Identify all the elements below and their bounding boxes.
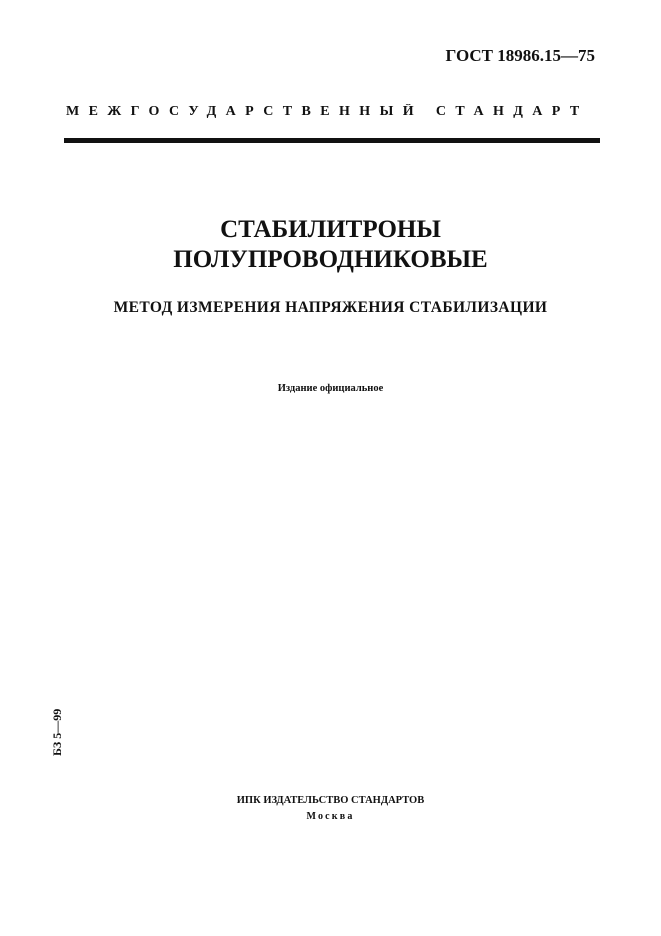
edition-note: Издание официальное [277, 383, 384, 394]
publisher-city: Москва [306, 811, 355, 822]
document-subtitle: МЕТОД ИЗМЕРЕНИЯ НАПРЯЖЕНИЯ СТАБИЛИЗАЦИИ [113, 299, 548, 316]
document-title [0, 215, 661, 275]
standard-type-heading: МЕЖГОСУДАРСТВЕННЫЙ СТАНДАРТ [66, 104, 589, 119]
side-code: БЗ 5—99 [50, 708, 64, 756]
document-code: ГОСТ 18986.15—75 [445, 46, 595, 65]
title-line-2: ПОЛУПРОВОДНИКОВЫЕ [173, 246, 488, 273]
publisher-name: ИПК ИЗДАТЕЛЬСТВО СТАНДАРТОВ [236, 795, 425, 806]
title-line-1: СТАБИЛИТРОНЫ [220, 216, 441, 243]
header-divider [64, 138, 600, 143]
